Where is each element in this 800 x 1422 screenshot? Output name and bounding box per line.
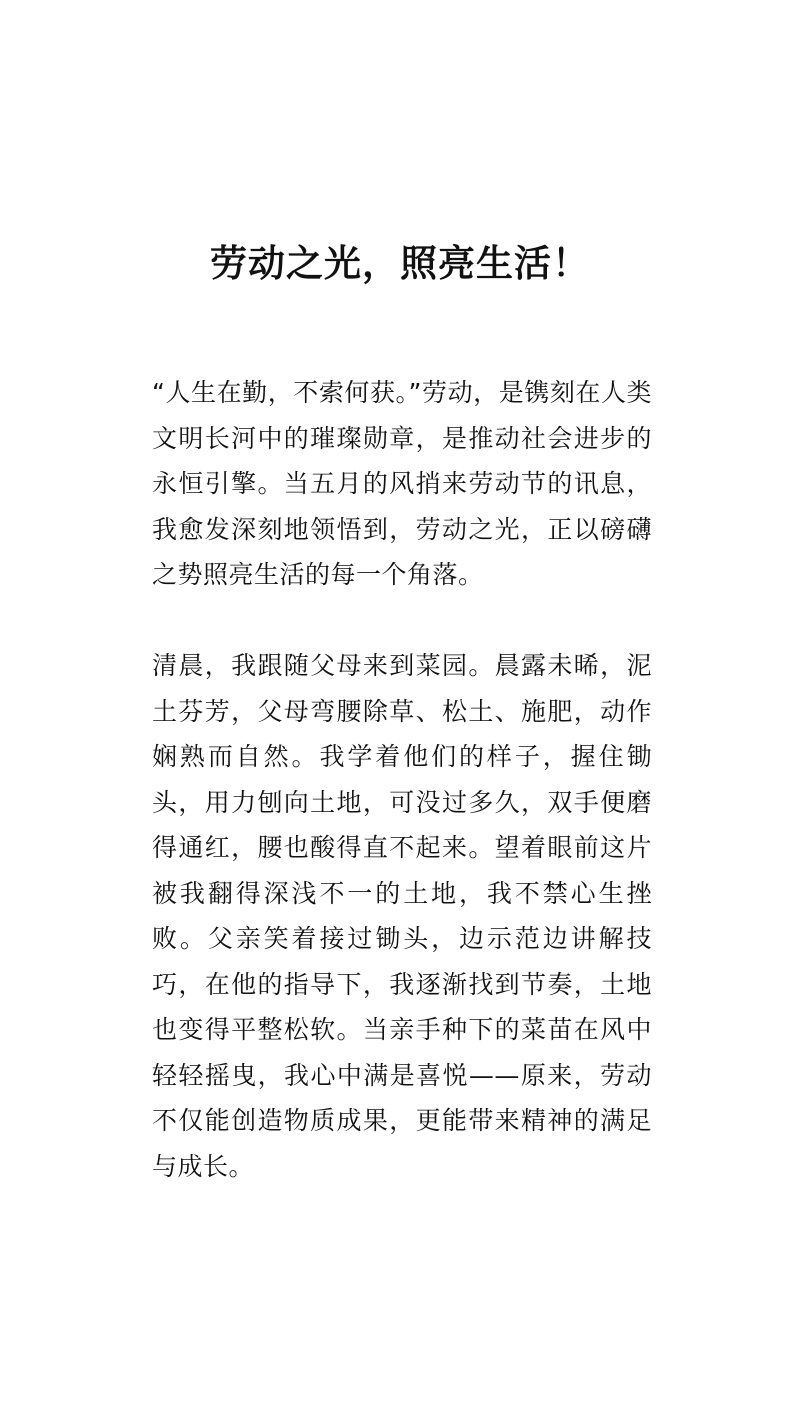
document-title: 劳动之光，照亮生活！ — [210, 242, 590, 285]
article-body — [152, 370, 652, 1189]
paragraph-intro: “人生在勤，不索何获。”劳动，是镌刻在人类文明长河中的璀璨勋章，是推动社会进步的永恒引擎。当五月的风捎来劳动节的讯息，我愈发深刻地领悟到，劳动之光，正以磅礴之势照亮生活的每一个角落。 — [152, 378, 652, 589]
paragraph-garden: 清晨，我跟随父母来到菜园。晨露未晞，泥土芬芳，父母弯腰除草、松土、施肥，动作娴熟而自然。我学着他们的样子，握住锄头，用力刨向土地，可没过多久，双手便磨得通红，腰也酸得直不起来。望着眼前这片被我翻得深浅不一的土地，我不禁心生挫败。父亲笑着接过锄头，边示范边讲解技巧，在他的指导下，我逐渐找到节奏，土地也变得平整松软。当亲手种下的菜苗在风中轻轻摇曳，我心中满是喜悦——原来，劳动不仅能创造物质成果，更能带来精神的满足与成长。 — [152, 651, 652, 1181]
